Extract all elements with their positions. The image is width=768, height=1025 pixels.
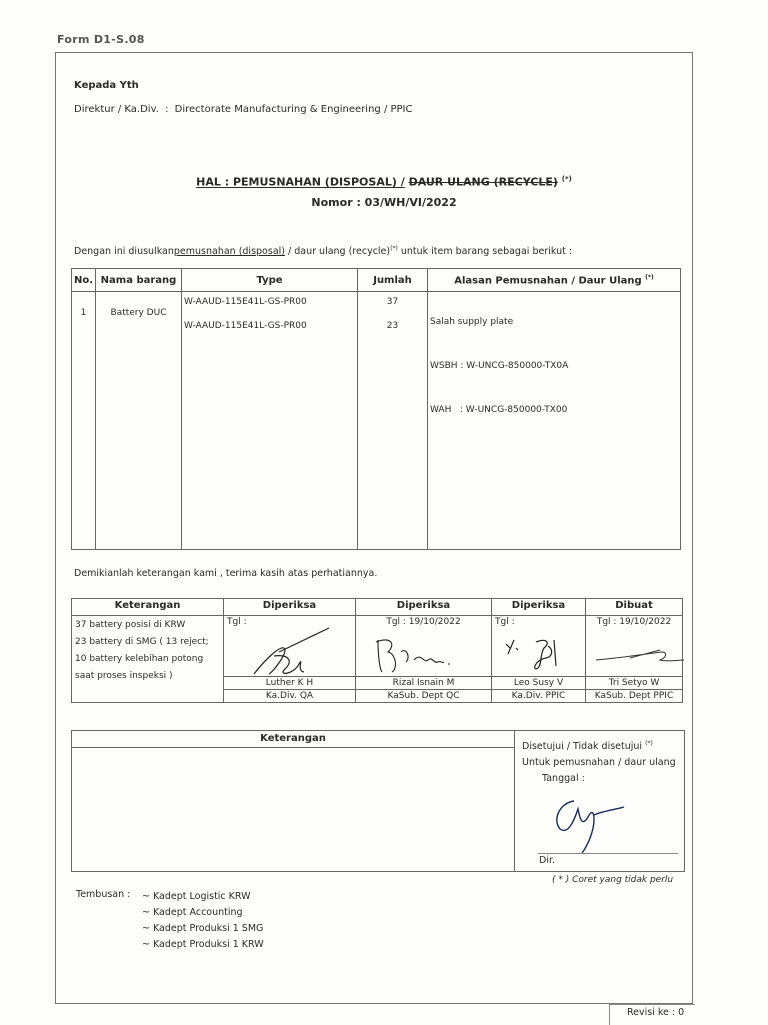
date-2: Tgl : 19/10/2022 xyxy=(386,617,461,627)
revision-label: Revisi ke : 0 xyxy=(627,1007,685,1018)
signature-cell-2 xyxy=(356,616,492,677)
date-1: Tgl : xyxy=(227,617,247,627)
header-no: No. xyxy=(72,269,96,292)
header-name: Nama barang xyxy=(96,269,182,292)
decision-box xyxy=(71,730,685,872)
header-reason-text: Alasan Pemusnahan / Daur Ulang xyxy=(454,275,642,287)
recipient-separator: : xyxy=(165,104,169,115)
row-name: Battery DUC xyxy=(96,292,182,550)
signature-director xyxy=(542,779,662,859)
signer-position-4: KaSub. Dept PPIC xyxy=(586,690,683,703)
subject-title xyxy=(0,175,768,189)
subject-struck: DAUR ULANG (RECYCLE) xyxy=(408,175,558,189)
signature-leo xyxy=(496,630,586,680)
decision-mark: (*) xyxy=(645,740,653,747)
note-line: 10 battery kelebihan potong xyxy=(75,654,204,664)
footnote: ( * ) Coret yang tidak perlu xyxy=(552,875,674,885)
cc-list xyxy=(142,889,264,953)
subject-prefix: HAL : PEMUSNAHAN (DISPOSAL) / xyxy=(196,175,405,189)
recipient-label: Direktur / Ka.Div. xyxy=(74,104,159,115)
intro-underlined: pemusnahan (disposal) xyxy=(173,246,285,258)
approval-header-dibuat: Dibuat xyxy=(586,599,683,616)
decision-line2: Untuk pemusnahan / daur ulang xyxy=(522,757,676,769)
header-type: Type xyxy=(182,269,358,292)
signature-luther xyxy=(234,626,354,684)
director-label: Dir. xyxy=(539,855,556,866)
approval-header-diperiksa-2: Diperiksa xyxy=(356,599,492,616)
signer-position-2: KaSub. Dept QC xyxy=(356,690,492,703)
intro-after1: / daur ulang (recycle) xyxy=(288,246,391,258)
form-code: Form D1-S.08 xyxy=(57,33,145,46)
list-item: ~ Kadept Accounting xyxy=(142,907,243,918)
date-3: Tgl : xyxy=(495,617,515,627)
approval-table xyxy=(71,598,683,703)
row-qty-2: 23 xyxy=(386,321,399,331)
header-qty: Jumlah xyxy=(358,269,428,292)
header-reason xyxy=(428,269,681,292)
signer-name-1: Luther K H xyxy=(224,677,356,690)
signature-cell-4 xyxy=(586,616,683,677)
signature-cell-3 xyxy=(492,616,586,677)
row-qty-1: 37 xyxy=(386,297,399,307)
cc-label: Tembusan : xyxy=(76,889,131,900)
date-4: Tgl : 19/10/2022 xyxy=(596,617,672,627)
recipient-line xyxy=(74,104,416,115)
signature-cell-1 xyxy=(224,616,356,677)
intro-mark: (*) xyxy=(390,245,398,252)
decision-date-label: Tanggal : xyxy=(542,773,585,785)
subject-mark: (*) xyxy=(561,175,572,183)
decision-divider xyxy=(514,731,515,871)
note-line: saat proses inspeksi ) xyxy=(75,671,173,681)
header-reason-mark: (*) xyxy=(645,273,654,281)
closing-text: Demikianlah keterangan kami , terima kasih atas perhatiannya. xyxy=(74,568,378,579)
row-no: 1 xyxy=(72,292,96,550)
items-table xyxy=(71,268,681,550)
approval-header-diperiksa-1: Diperiksa xyxy=(224,599,356,616)
director-signature-line xyxy=(538,853,678,854)
list-item: ~ Kadept Produksi 1 KRW xyxy=(142,939,264,950)
note-line: 23 battery di SMG ( 13 reject; xyxy=(75,637,209,647)
signature-tri xyxy=(590,638,690,678)
intro-after2: untuk item barang sebagai berikut : xyxy=(400,246,573,258)
signer-position-1: Ka.Div. QA xyxy=(224,690,356,703)
note-line: 37 battery posisi di KRW xyxy=(75,620,186,630)
intro-before: Dengan ini diusulkan xyxy=(74,246,174,258)
signature-rizal xyxy=(366,632,486,682)
decision-line1: Disetujui / Tidak disetujui xyxy=(522,741,643,753)
list-item: ~ Kadept Logistic KRW xyxy=(142,891,251,902)
intro-text xyxy=(74,245,572,257)
row-reason-2: WSBH : W-UNCG-850000-TX0A xyxy=(430,361,569,371)
signer-name-4: Tri Setyo W xyxy=(586,677,683,690)
signer-name-3: Leo Susy V xyxy=(492,677,586,690)
signer-position-3: Ka.Div. PPIC xyxy=(492,690,586,703)
approval-header-diperiksa-3: Diperiksa xyxy=(492,599,586,616)
recipient-greeting: Kepada Yth xyxy=(74,80,139,91)
approval-notes xyxy=(72,616,224,703)
row-type-1: W-AAUD-115E41L-GS-PR00 xyxy=(184,297,307,307)
document-number: Nomor : 03/WH/VI/2022 xyxy=(311,196,457,209)
approval-header-keterangan: Keterangan xyxy=(72,599,224,616)
row-type-2: W-AAUD-115E41L-GS-PR00 xyxy=(184,321,307,331)
recipient-value: Directorate Manufacturing & Engineering / PPIC xyxy=(174,104,413,115)
list-item: ~ Kadept Produksi 1 SMG xyxy=(142,923,264,934)
decision-keterangan-header: Keterangan xyxy=(72,731,515,748)
signer-name-2: Rizal Isnain M xyxy=(356,677,492,690)
table-row xyxy=(72,292,681,550)
row-reason-3: WAH : W-UNCG-850000-TX00 xyxy=(430,405,568,415)
row-reason-1: Salah supply plate xyxy=(430,317,514,327)
